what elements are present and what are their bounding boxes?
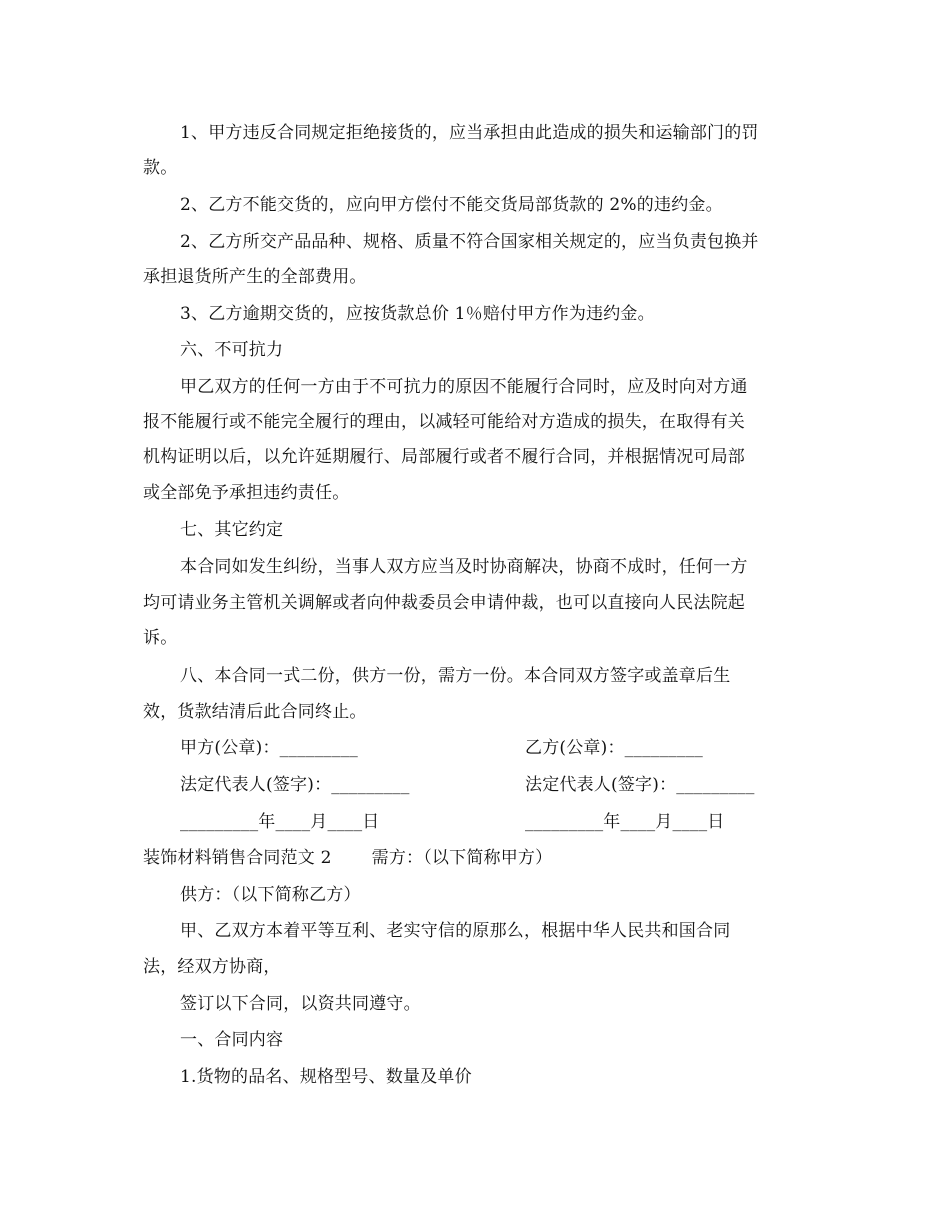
- paragraph-line: 本合同如发生纠纷，当事人双方应当及时协商解决，协商不成时，任何一方: [180, 557, 748, 577]
- paragraph-line: 1、甲方违反合同规定拒绝接货的，应当承担由此造成的损失和运输部门的罚: [180, 123, 759, 143]
- paragraph-line: 2、乙方所交产品品种、规格、质量不符合国家相关规定的，应当负责包换并: [180, 232, 759, 252]
- paragraph-line: 1.货物的品名、规格型号、数量及单价: [180, 1067, 472, 1087]
- party-b-seal-field: 乙方(公章)：_________: [525, 738, 703, 758]
- section-heading: 一、合同内容: [180, 1030, 284, 1050]
- paragraph-line: 2、乙方不能交货的，应向甲方偿付不能交货局部货款的 2%的违约金。: [180, 195, 723, 215]
- paragraph-line: 诉。: [143, 628, 178, 648]
- party-b-date-field: _________年____月____日: [525, 812, 725, 832]
- paragraph-line: 供方：（以下简称乙方）: [180, 885, 361, 905]
- paragraph-line: 承担退货所产生的全部费用。: [143, 267, 367, 287]
- paragraph-line: 效，货款结清后此合同终止。: [143, 702, 367, 722]
- party-a-seal-field: 甲方(公章)：_________: [180, 738, 358, 758]
- paragraph-line: 法，经双方协商，: [143, 957, 281, 977]
- paragraph-line: 机构证明以后，以允许延期履行、局部履行或者不履行合同，并根据情况可局部: [143, 447, 745, 467]
- paragraph-line: 甲、乙双方本着平等互利、老实守信的原那么，根据中华人民共和国合同: [180, 921, 731, 941]
- paragraph-line: 甲乙双方的任何一方由于不可抗力的原因不能履行合同时，应及时向对方通: [180, 377, 748, 397]
- party-a-date-field: _________年____月____日: [180, 812, 380, 832]
- paragraph-line: 款。: [143, 158, 178, 178]
- paragraph-line: 或全部免予承担违约责任。: [143, 483, 350, 503]
- paragraph-line: 均可请业务主管机关调解或者向仲裁委员会申请仲裁，也可以直接向人民法院起: [143, 593, 745, 613]
- paragraph-line: 八、本合同一式二份，供方一份，需方一份。本合同双方签字或盖章后生: [180, 666, 731, 686]
- paragraph-line: 报不能履行或不能完全履行的理由，以减轻可能给对方造成的损失，在取得有关: [143, 412, 745, 432]
- party-a-representative-field: 法定代表人(签字)：_________: [180, 775, 410, 795]
- paragraph-line: 签订以下合同，以资共同遵守。: [180, 994, 421, 1014]
- party-b-representative-field: 法定代表人(签字)：_________: [525, 775, 755, 795]
- document-title-line: 装饰材料销售合同范文 2 需方：（以下简称甲方）: [143, 848, 553, 868]
- paragraph-line: 3、乙方逾期交货的，应按货款总价 1％赔付甲方作为违约金。: [180, 304, 655, 324]
- section-heading: 七、其它约定: [180, 520, 284, 540]
- section-heading: 六、不可抗力: [180, 340, 284, 360]
